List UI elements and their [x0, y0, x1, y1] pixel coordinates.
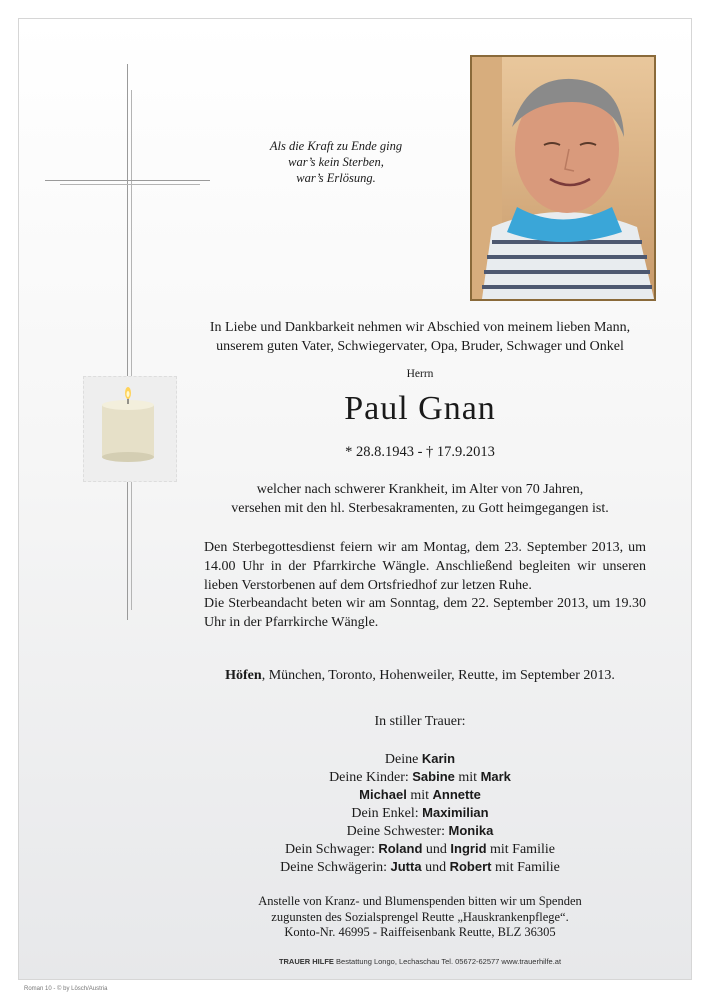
mourner-name: Maximilian — [422, 805, 489, 820]
mourner-name: Roland — [378, 841, 423, 856]
mourner-name: Michael — [359, 787, 407, 802]
mourner-relation: mit — [406, 788, 433, 803]
cross-icon-horizontal-inner — [60, 184, 200, 185]
cross-icon-vertical — [127, 64, 128, 620]
mourner-name: Ingrid — [450, 841, 487, 856]
mourner-relation: mit — [454, 770, 481, 785]
funeral-home-footer: TRAUER HILFE Bestattung Longo, Lechaschau Tel. 05672-62577 www.trauerhilfe.at — [278, 957, 562, 966]
mourner-line — [160, 786, 680, 804]
mourner-line — [160, 840, 680, 858]
mourners-list — [160, 750, 680, 876]
mourner-name: Annette — [432, 787, 481, 802]
places-line: Höfen, München, Toronto, Hohenweiler, Reutte, im September 2013. — [225, 668, 615, 683]
mourner-line — [160, 822, 680, 840]
death-notice-text: welcher nach schwerer Krankheit, im Alter von 70 Jahren, versehen mit den hl. Sterbesakramenten, zu Gott heimgegangen ist. — [231, 482, 609, 516]
mourner-name: Monika — [448, 823, 494, 838]
prayer-service-text: Die Sterbeandacht beten wir am Sonntag, dem 22. September 2013, um 19.30 Uhr in der Pfarrkirche Wängle. — [204, 596, 646, 630]
mourner-relation: Deine Kinder: — [329, 770, 413, 785]
mourner-relation: und — [422, 842, 451, 857]
mourner-name: Sabine — [412, 769, 455, 784]
mourner-name: Mark — [480, 769, 511, 784]
intro-text: In Liebe und Dankbarkeit nehmen wir Abschied von meinem lieben Mann, unserem guten Vater, Schwiegervater, Opa, Bruder, Schwager und Onkel — [209, 320, 631, 354]
mourner-relation: Deine Schwester: — [346, 824, 449, 839]
mourner-relation: Deine — [384, 752, 422, 767]
mourner-name: Karin — [421, 751, 456, 766]
deceased-name: Paul Gnan — [344, 390, 496, 427]
mourner-relation: mit Familie — [486, 842, 555, 857]
memorial-quote: Als die Kraft zu Ende ging war’s kein Sterben, war’s Erlösung. — [269, 139, 403, 185]
donation-note: Anstelle von Kranz- und Blumenspenden bitten wir um Spenden zugunsten des Sozialsprengel Reutte „Hauskrankenpflege“. Konto-Nr. 46995 - Raiffeisenbank Reutte, BLZ 36305 — [258, 894, 582, 939]
mourner-name: Robert — [449, 859, 492, 874]
mourner-line — [160, 768, 680, 786]
mourner-relation: Dein Enkel: — [351, 806, 423, 821]
mourner-line — [160, 804, 680, 822]
portrait-photo — [470, 55, 656, 301]
life-dates: * 28.8.1943 - † 17.9.2013 — [345, 444, 495, 460]
cross-icon-horizontal — [45, 180, 210, 181]
mourner-line — [160, 858, 680, 876]
mourner-line — [160, 750, 680, 768]
cross-icon-vertical-inner — [131, 90, 132, 610]
mourner-relation: Deine Schwägerin: — [280, 860, 391, 875]
mourner-relation: und — [421, 860, 450, 875]
funeral-service-text: Den Sterbegottesdienst feiern wir am Montag, dem 23. September 2013, um 14.00 Uhr in der Pfarrkirche Wängle. Anschließend begleiten wir unseren lieben Verstorbenen auf dem Ortsfriedhof zur letzen Ruhe. — [204, 540, 646, 593]
in-mourning-heading: In stiller Trauer: — [374, 714, 466, 729]
print-credit: Roman 10 - © by Lösch/Austria — [24, 986, 108, 992]
mourner-relation: mit Familie — [491, 860, 560, 875]
mourner-relation: Dein Schwager: — [285, 842, 379, 857]
salutation: Herrn — [406, 368, 434, 380]
mourner-name: Jutta — [390, 859, 422, 874]
